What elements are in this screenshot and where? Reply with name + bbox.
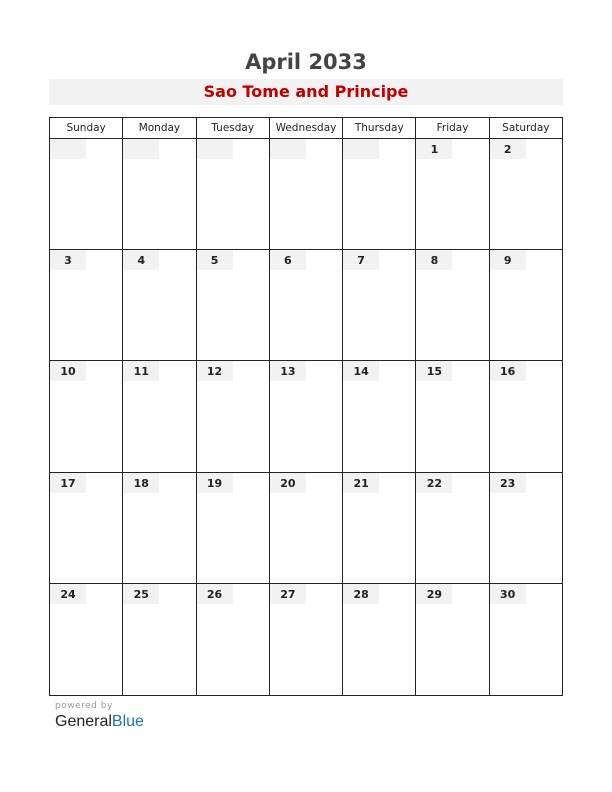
day-number: 19 [197, 473, 233, 493]
day-number: 2 [490, 139, 526, 159]
weeks-container [50, 139, 562, 695]
weekday-header-saturday: Saturday [502, 122, 550, 134]
day-cell[interactable] [50, 139, 123, 249]
weekday-header-thursday: Thursday [343, 118, 416, 138]
day-number: 14 [343, 361, 379, 381]
day-number: 24 [50, 584, 86, 604]
day-number: 26 [197, 584, 233, 604]
day-number: 28 [343, 584, 379, 604]
week-row [50, 473, 562, 584]
day-cell[interactable] [123, 361, 196, 471]
day-cell[interactable] [490, 473, 562, 583]
weekday-header-sunday: Sunday [50, 118, 123, 138]
day-cell[interactable] [270, 250, 343, 360]
day-number: 16 [490, 361, 526, 381]
day-cell[interactable] [197, 139, 270, 249]
day-cell[interactable] [490, 250, 562, 360]
day-cell[interactable] [50, 361, 123, 471]
week-row [50, 584, 562, 695]
day-number: 21 [343, 473, 379, 493]
day-number: 29 [416, 584, 452, 604]
day-number [197, 139, 233, 159]
day-cell[interactable] [416, 139, 489, 249]
day-number [343, 139, 379, 159]
weekday-header-wednesday: Wednesday [270, 118, 343, 138]
calendar-grid [49, 117, 563, 696]
day-cell[interactable] [123, 139, 196, 249]
day-cell[interactable] [343, 584, 416, 695]
day-number: 20 [270, 473, 306, 493]
country-banner [49, 79, 563, 105]
weekday-header-tuesday: Tuesday [197, 118, 270, 138]
week-row [50, 139, 562, 250]
brand-logo[interactable] [55, 712, 144, 732]
day-number: 3 [50, 250, 86, 270]
day-cell[interactable] [197, 361, 270, 471]
day-cell[interactable] [416, 584, 489, 695]
footer-branding [55, 700, 144, 732]
brand-blue-text: Blue [111, 713, 144, 730]
day-cell[interactable] [416, 473, 489, 583]
week-row [50, 250, 562, 361]
day-cell[interactable] [343, 361, 416, 471]
day-cell[interactable] [50, 584, 123, 695]
day-cell[interactable] [343, 139, 416, 249]
day-cell[interactable] [270, 139, 343, 249]
day-number: 22 [416, 473, 452, 493]
brand-general-text: General [55, 713, 112, 730]
day-cell[interactable] [123, 250, 196, 360]
day-cell[interactable] [343, 250, 416, 360]
day-cell[interactable] [270, 584, 343, 695]
day-cell[interactable] [343, 473, 416, 583]
day-cell[interactable] [50, 250, 123, 360]
day-number: 5 [197, 250, 233, 270]
day-number: 10 [50, 361, 86, 381]
day-number [123, 139, 159, 159]
day-cell[interactable] [270, 361, 343, 471]
day-number: 17 [50, 473, 86, 493]
day-number: 25 [123, 584, 159, 604]
day-number: 11 [123, 361, 159, 381]
day-number [270, 139, 306, 159]
weekday-header-monday: Monday [123, 118, 196, 138]
day-number: 7 [343, 250, 379, 270]
weekday-header-friday: Friday [416, 118, 489, 138]
weekday-header-row [50, 118, 562, 139]
day-number: 4 [123, 250, 159, 270]
day-number: 9 [490, 250, 526, 270]
day-number: 13 [270, 361, 306, 381]
powered-by-text: powered by [55, 701, 113, 711]
day-cell[interactable] [197, 584, 270, 695]
day-number: 12 [197, 361, 233, 381]
day-number: 18 [123, 473, 159, 493]
week-row [50, 361, 562, 472]
day-number: 1 [416, 139, 452, 159]
day-number: 30 [490, 584, 526, 604]
page-title: April 2033 [245, 50, 367, 74]
day-cell[interactable] [123, 584, 196, 695]
day-cell[interactable] [490, 139, 562, 249]
day-number: 23 [490, 473, 526, 493]
day-cell[interactable] [50, 473, 123, 583]
day-number: 15 [416, 361, 452, 381]
day-cell[interactable] [197, 250, 270, 360]
country-name: Sao Tome and Principe [203, 82, 409, 101]
day-number [50, 139, 86, 159]
day-cell[interactable] [416, 250, 489, 360]
day-number: 27 [270, 584, 306, 604]
day-cell[interactable] [490, 361, 562, 471]
day-cell[interactable] [416, 361, 489, 471]
day-cell[interactable] [123, 473, 196, 583]
day-cell[interactable] [490, 584, 562, 695]
day-number: 8 [416, 250, 452, 270]
day-number: 6 [270, 250, 306, 270]
day-cell[interactable] [197, 473, 270, 583]
day-cell[interactable] [270, 473, 343, 583]
